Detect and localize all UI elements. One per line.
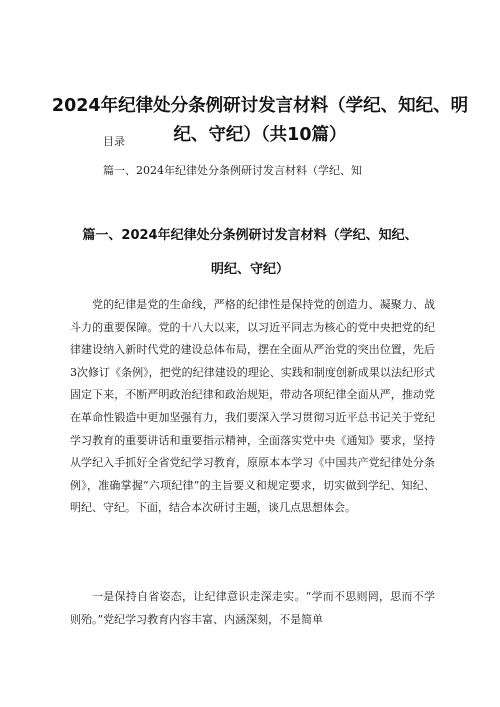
section-heading: 篇一、2024年纪律处分条例研讨发言材料（学纪、知纪、明纪、守纪） xyxy=(82,228,418,277)
toc-heading: 目录 xyxy=(103,135,125,148)
body-paragraph-1: 党的纪律是党的生命线，严格的纪律性是保持党的创造力、凝聚力、战斗力的重要保障。党的十八大以来，以习近平同志为核心的党中央把党的纪律建设纳入新时代党的建设总体布局，摆在全面从严治党的突出位置，先后3次修订《条例》，把党的纪律建设的理论、实践和制度创新成果以法纪形式固定下来，不断严明政治纪律和政治规矩，带动各项纪律全面从严，推动党在革命性锻造中更加坚强有力，我们要深入学习贯彻习近平总书记关于党纪学习教育的重要讲话和重要指示精神，全面落实党中央《通知》要求，坚持从学纪入手抓好全省党纪学习教育，原原本本学习《中国共产党纪律处分条例》，准确掌握“六项纪律”的主旨要义和规定要求，切实做到学纪、知纪、明纪、守纪。下面，结合本次研讨主题，谈几点思想体会。 xyxy=(70,298,435,515)
document-title: 2024年纪律处分条例研讨发言材料（学纪、知纪、明纪、守纪）（共10篇） xyxy=(51,96,469,145)
body-paragraph-2: 一是保持自省姿态，让纪律意识走深走实。“学而不思则罔，思而不学则殆。”党纪学习教育内容丰富、内涵深刻，不是简单 xyxy=(70,590,435,626)
toc-item-1[interactable]: 篇一、2024年纪律处分条例研讨发言材料（学纪、知 xyxy=(103,164,362,177)
